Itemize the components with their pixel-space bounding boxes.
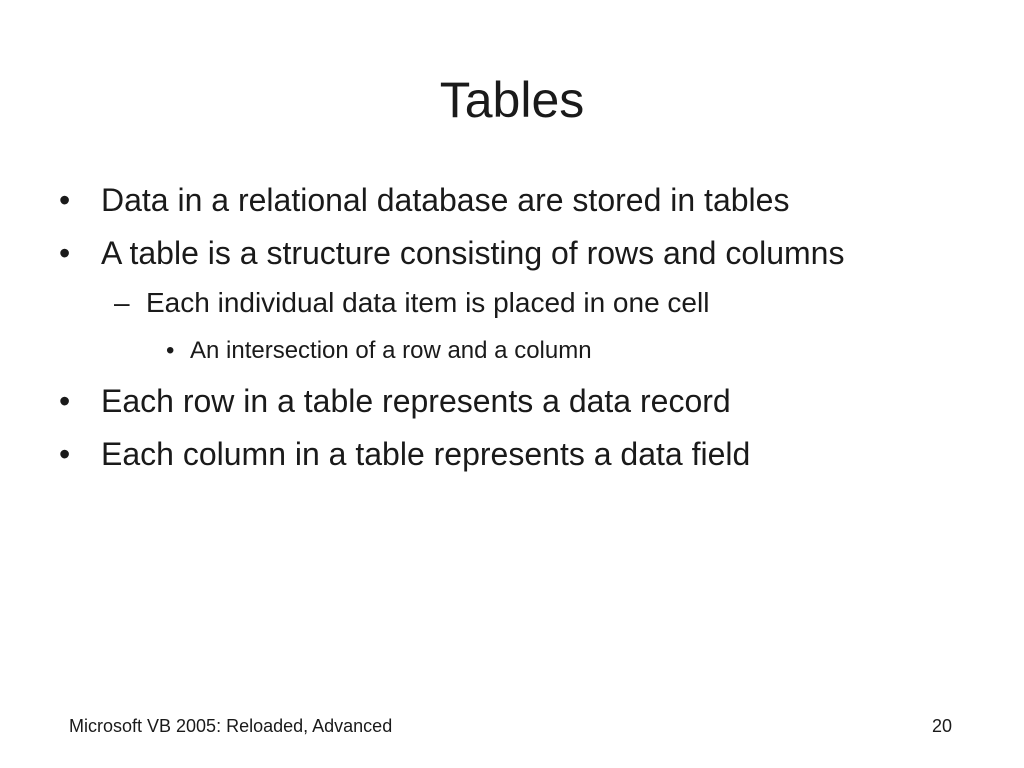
- sub-bullet-text: Each individual data item is placed in one cell: [146, 287, 710, 318]
- bullet-item: [59, 180, 790, 220]
- bullet-marker: •: [59, 436, 71, 472]
- bullet-marker: •: [59, 235, 71, 271]
- bullet-text: Each row in a table represents a data record: [101, 383, 731, 419]
- bullet-item: [59, 381, 731, 421]
- bullet-marker: •: [59, 182, 71, 218]
- bullet-item: [59, 434, 751, 474]
- slide-title: Tables: [439, 72, 585, 128]
- sub-bullet-item: [114, 286, 710, 320]
- sub-bullet-marker: –: [114, 287, 130, 318]
- footer-page-number: 20: [931, 716, 952, 736]
- bullet-text: Data in a relational database are stored in tables: [101, 182, 790, 218]
- bullet-text: Each column in a table represents a data field: [101, 436, 751, 472]
- bullet-marker: •: [59, 383, 71, 419]
- footer-course-title: Microsoft VB 2005: Reloaded, Advanced: [69, 716, 393, 736]
- bullet-text: A table is a structure consisting of rows and columns: [101, 235, 845, 271]
- sub-sub-bullet-item: [166, 336, 592, 366]
- sub-sub-bullet-text: An intersection of a row and a column: [190, 337, 592, 364]
- sub-sub-bullet-marker: •: [166, 337, 175, 364]
- bullet-item: [59, 233, 845, 273]
